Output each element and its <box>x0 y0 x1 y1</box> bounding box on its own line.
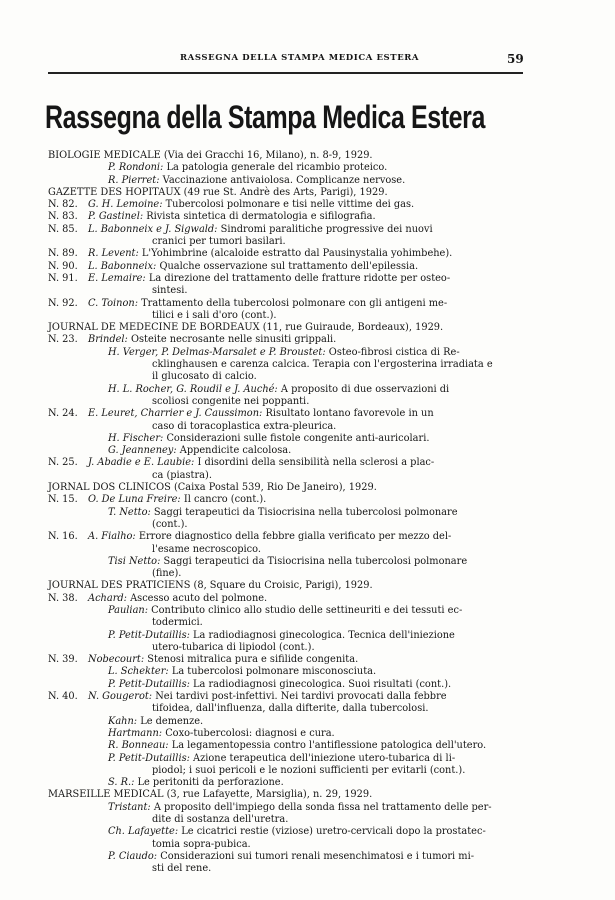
entry-number <box>48 384 88 396</box>
entry-author: Ch. Lafayette: <box>108 826 179 838</box>
entry-author: O. De Luna Freire: <box>88 494 181 506</box>
entry-line <box>48 457 508 469</box>
entry-line <box>48 175 508 187</box>
entry-line <box>48 531 508 543</box>
entry-line <box>48 679 508 691</box>
entry-line <box>48 691 508 703</box>
entry-continuation: tifoidea, dall'influenza, dalla difterite, dalla tubercolosi. <box>152 703 429 715</box>
entry-author: L. Schekter: <box>108 666 169 678</box>
entry-title: Azione terapeutica dell'iniezione utero-tubarica di li- <box>193 752 456 764</box>
page-title: Rassegna della Stampa Medica Estera <box>45 99 485 135</box>
entry-author: R. Levent: <box>88 248 139 260</box>
entry-author: P. Gastinel: <box>88 211 144 223</box>
entry-title: Le demenze. <box>140 715 204 727</box>
entry-number: N. 38. <box>48 592 78 604</box>
entry-author: H. L. Rocher, G. Roudil e J. Auché: <box>108 383 278 395</box>
entry-number: N. 15. <box>48 494 78 506</box>
entry-number: N. 16. <box>48 531 78 543</box>
entry-number <box>48 507 88 519</box>
entry-line <box>48 298 508 310</box>
entry-line <box>48 248 508 260</box>
entry-text <box>88 654 358 666</box>
entry-continuation: (cont.). <box>152 518 188 530</box>
entry-text <box>108 851 474 863</box>
entry-number: N. 89. <box>48 248 78 260</box>
entry-text <box>108 753 455 765</box>
entry-author: H. Verger, P. Delmas-Marsalet e P. Broustet: <box>108 346 326 358</box>
entry-line <box>48 630 508 642</box>
entry-number: N. 82. <box>48 199 78 211</box>
entry-text <box>108 777 284 789</box>
entry-author: P. Ciaudo: <box>108 850 158 862</box>
entry-text <box>108 162 387 174</box>
entry-line <box>48 273 508 285</box>
entry-text <box>108 556 467 568</box>
entry-title: Nei tardivi post-infettivi. Nei tardivi provocati dalla febbre <box>155 691 447 703</box>
entry-text <box>108 728 335 740</box>
entry-line <box>48 261 508 273</box>
entry-title: Errore diagnostico della febbre gialla verificato per mezzo del- <box>138 531 452 543</box>
entry-title: La direzione del trattamento delle fratture ridotte per osteo- <box>148 272 451 284</box>
entry-title: Vaccinazione antivaiolosa. Complicanze nervose. <box>162 174 406 186</box>
entry-text <box>88 224 433 236</box>
entry-number <box>48 679 88 691</box>
entry-continuation: utero-tubarica di lipiodol (cont.). <box>152 641 315 653</box>
entry-continuation: (fine). <box>152 568 182 580</box>
entry-continuation: dite di sostanza dell'uretra. <box>152 814 289 826</box>
entry-text <box>88 691 447 703</box>
entry-author: T. Netto: <box>108 506 151 518</box>
entry-title: Saggi terapeutici da Tisiocrisina nella tubercolosi polmonare <box>153 506 458 518</box>
entry-continuation: tilici e i sali d'oro (cont.). <box>152 309 277 321</box>
entry-text <box>88 494 266 506</box>
entry-continuation: l'esame necroscopico. <box>152 543 262 555</box>
entry-line <box>48 740 508 752</box>
entry-author: C. Toinon: <box>88 297 138 309</box>
entry-line <box>48 753 508 765</box>
entry-title: Osteite necrosante nelle sinusiti grippali. <box>130 334 337 346</box>
entry-title: L'Yohimbrine (alcaloide estratto dal Pausinystalia yohimbehe). <box>141 248 453 260</box>
entry-text <box>108 740 486 752</box>
entry-title: Il cancro (cont.). <box>183 494 267 506</box>
entry-number: N. 39. <box>48 654 78 666</box>
entry-text <box>108 507 458 519</box>
journal-heading: MARSEILLE MEDICAL (3, rue Lafayette, Marsiglia), n. 29, 1929. <box>48 789 373 801</box>
entry-number: N. 25. <box>48 457 78 469</box>
entry-title: La patologia generale del ricambio proteico. <box>166 162 388 174</box>
entry-text <box>108 630 455 642</box>
entry-number: N. 92. <box>48 297 78 309</box>
entry-line <box>48 716 508 728</box>
entry-number <box>48 556 88 568</box>
entry-line <box>48 654 508 666</box>
entry-author: P. Petit-Dutaillis: <box>108 752 190 764</box>
entry-line <box>48 162 508 174</box>
entry-title: La tubercolosi polmonare misconosciuta. <box>171 666 377 678</box>
entry-line <box>48 199 508 211</box>
entry-author: P. Rondoni: <box>108 162 164 174</box>
entry-author: J. Abadie e E. Laubie: <box>88 457 195 469</box>
entry-author: L. Babonneix: <box>88 260 157 272</box>
entry-text <box>88 298 447 310</box>
entry-text <box>88 593 267 605</box>
entry-line <box>48 224 508 236</box>
entry-number <box>48 445 88 457</box>
entry-number: N. 85. <box>48 223 78 235</box>
entry-number <box>48 433 88 445</box>
entry-number <box>48 802 88 814</box>
entry-number <box>48 630 88 642</box>
entry-number <box>48 162 88 174</box>
entry-title: La radiodiagnosi ginecologica. Suoi risultati (cont.). <box>193 678 452 690</box>
entry-line <box>48 433 508 445</box>
entry-title: A proposito di due osservazioni di <box>280 383 450 395</box>
entry-author: Paulian: <box>108 604 149 616</box>
entry-author: L. Babonneix e J. Sigwald: <box>88 223 218 235</box>
entry-author: Achard: <box>88 592 127 604</box>
entry-title: La legamentopessia contro l'antiflessione patologica dell'utero. <box>171 740 487 752</box>
entry-title: Considerazioni sui tumori renali mesenchimatosi e i tumori mi- <box>160 850 475 862</box>
entry-continuation: cranici per tumori basilari. <box>152 236 286 248</box>
entry-text <box>108 384 449 396</box>
entry-title: A proposito dell'impiego della sonda fissa nel trattamento delle per- <box>153 801 492 813</box>
entry-line <box>48 728 508 740</box>
entry-text <box>108 679 451 691</box>
entry-text <box>88 334 336 346</box>
entry-title: Rivista sintetica di dermatologia e sifilografia. <box>146 211 376 223</box>
entry-text <box>108 347 460 359</box>
entry-number <box>48 777 88 789</box>
entry-author: R. Pierret: <box>108 174 160 186</box>
entry-title: Ascesso acuto del polmone. <box>130 592 268 604</box>
entry-line <box>48 445 508 457</box>
entry-number <box>48 740 88 752</box>
entry-title: Trattamento della tubercolosi polmonare con gli antigeni me- <box>141 297 448 309</box>
entry-title: Contributo clinico allo studio delle settineuriti e dei tessuti ec- <box>151 604 463 616</box>
entry-line <box>48 556 508 568</box>
entry-text <box>108 826 486 838</box>
entry-continuation: il glucosato di calcio. <box>152 371 257 383</box>
entry-title: Coxo-tubercolosi: diagnosi e cura. <box>165 727 335 739</box>
entry-text <box>108 605 462 617</box>
entry-author: P. Petit-Dutaillis: <box>108 629 190 641</box>
entry-title: La radiodiagnosi ginecologica. Tecnica dell'iniezione <box>193 629 455 641</box>
entry-number <box>48 753 88 765</box>
entry-line <box>48 334 508 346</box>
entry-text <box>108 433 429 445</box>
entry-author: S. R.: <box>108 777 135 789</box>
entry-title: Considerazioni sulle fistole congenite anti-auricolari. <box>166 432 430 444</box>
entry-author: Hartmann: <box>108 727 163 739</box>
entry-text <box>88 261 418 273</box>
entry-number: N. 23. <box>48 334 78 346</box>
entry-text <box>108 666 376 678</box>
entry-continuation: sintesi. <box>152 285 188 297</box>
entry-text <box>88 457 434 469</box>
entry-line <box>48 666 508 678</box>
entry-author: E. Leuret, Charrier e J. Caussimon: <box>88 408 263 420</box>
entry-continuation: scoliosi congenite nei poppanti. <box>152 395 310 407</box>
entry-line <box>48 347 508 359</box>
entry-text <box>88 248 452 260</box>
entry-title: Stenosi mitralica pura e sifilide congenita. <box>147 654 359 666</box>
entry-author: G. H. Lemoine: <box>88 199 163 211</box>
entry-text <box>88 199 414 211</box>
entry-title: I disordini della sensibilità nella sclerosi a plac- <box>197 457 435 469</box>
entry-continuation: caso di toracoplastica extra-pleurica. <box>152 420 337 432</box>
entry-title: Saggi terapeutici da Tisiocrisina nella tubercolosi polmonare <box>163 555 468 567</box>
entry-number: N. 91. <box>48 272 78 284</box>
entry-continuation: piodol; i suoi pericoli e le nozioni sufficienti per evitarli (cont.). <box>152 764 466 776</box>
entry-author: Tristant: <box>108 801 151 813</box>
entry-number <box>48 666 88 678</box>
entry-continuation: todermici. <box>152 617 203 629</box>
entry-line <box>48 826 508 838</box>
entry-title: Osteo-fibrosi cistica di Re- <box>328 346 460 358</box>
entry-number <box>48 175 88 187</box>
journal-heading: JOURNAL DES PRATICIENS (8, Square du Croisic, Parigi), 1929. <box>48 580 373 592</box>
entry-title: Risultato lontano favorevole in un <box>265 408 434 420</box>
entry-continuation: sti del rene. <box>152 863 212 875</box>
entry-author: Nobecourt: <box>88 654 145 666</box>
running-title: RASSEGNA DELLA STAMPA MEDICA ESTERA <box>180 53 420 63</box>
entry-number <box>48 826 88 838</box>
entry-line <box>48 494 508 506</box>
entry-title: Qualche osservazione sul trattamento dell'epilessia. <box>159 260 419 272</box>
entry-author: H. Fischer: <box>108 432 164 444</box>
entry-author: G. Jeanneney: <box>108 445 177 457</box>
journal-heading: BIOLOGIE MEDICALE (Via dei Gracchi 16, Milano), n. 8-9, 1929. <box>48 150 373 161</box>
entry-author: R. Bonneau: <box>108 740 169 752</box>
entry-number: N. 90. <box>48 260 78 272</box>
entry-title: Sindromi paralitiche progressive dei nuovi <box>220 223 433 235</box>
entry-text <box>88 211 376 223</box>
entry-author: Kahn: <box>108 715 138 727</box>
entry-line <box>48 851 508 863</box>
entry-text <box>108 716 203 728</box>
entry-line <box>48 802 508 814</box>
entry-number <box>48 851 88 863</box>
entry-continuation: tomia sopra-pubica. <box>152 838 251 850</box>
entry-text <box>88 273 450 285</box>
entry-title: Appendicite calcolosa. <box>179 445 292 457</box>
entry-number: N. 24. <box>48 408 78 420</box>
header-rule <box>48 72 523 74</box>
entry-line <box>48 408 508 420</box>
review-body <box>48 150 508 876</box>
page-number: 59 <box>507 52 524 66</box>
entry-title: Tubercolosi polmonare e tisi nelle vittime dei gas. <box>165 199 415 211</box>
journal-heading: JOURNAL DE MEDECINE DE BORDEAUX (11, rue Guiraude, Bordeaux), 1929. <box>48 322 444 334</box>
entry-continuation: cklinghausen e carenza calcica. Terapia con l'ergosterina irradiata e <box>152 359 493 371</box>
entry-text <box>108 175 405 187</box>
entry-line <box>48 507 508 519</box>
entry-author: A. Fialho: <box>88 531 136 543</box>
entry-author: P. Petit-Dutaillis: <box>108 678 190 690</box>
entry-continuation: ca (piastra). <box>152 469 212 481</box>
entry-number <box>48 716 88 728</box>
entry-line <box>48 593 508 605</box>
entry-author: E. Lemaire: <box>88 272 146 284</box>
entry-number <box>48 605 88 617</box>
entry-line <box>48 211 508 223</box>
entry-author: N. Gougerot: <box>88 691 153 703</box>
entry-text <box>88 408 434 420</box>
entry-number: N. 40. <box>48 691 78 703</box>
entry-author: Tisi Netto: <box>108 555 161 567</box>
entry-title: Le peritoniti da perforazione. <box>137 777 284 789</box>
journal-heading: JORNAL DOS CLINICOS (Caixa Postal 539, Rio De Janeiro), 1929. <box>48 482 377 494</box>
entry-line <box>48 605 508 617</box>
entry-line <box>48 384 508 396</box>
entry-number <box>48 728 88 740</box>
entry-text <box>108 445 291 457</box>
entry-number: N. 83. <box>48 211 78 223</box>
entry-line <box>48 777 508 789</box>
journal-heading: GAZETTE DES HOPITAUX (49 rue St. Andrè des Arts, Parigi), 1929. <box>48 186 388 198</box>
entry-text <box>88 531 451 543</box>
entry-author: Brindel: <box>88 334 128 346</box>
entry-title: Le cicatrici restie (viziose) uretro-cervicali dopo la prostatec- <box>181 826 486 838</box>
entry-number <box>48 347 88 359</box>
entry-text <box>108 802 492 814</box>
